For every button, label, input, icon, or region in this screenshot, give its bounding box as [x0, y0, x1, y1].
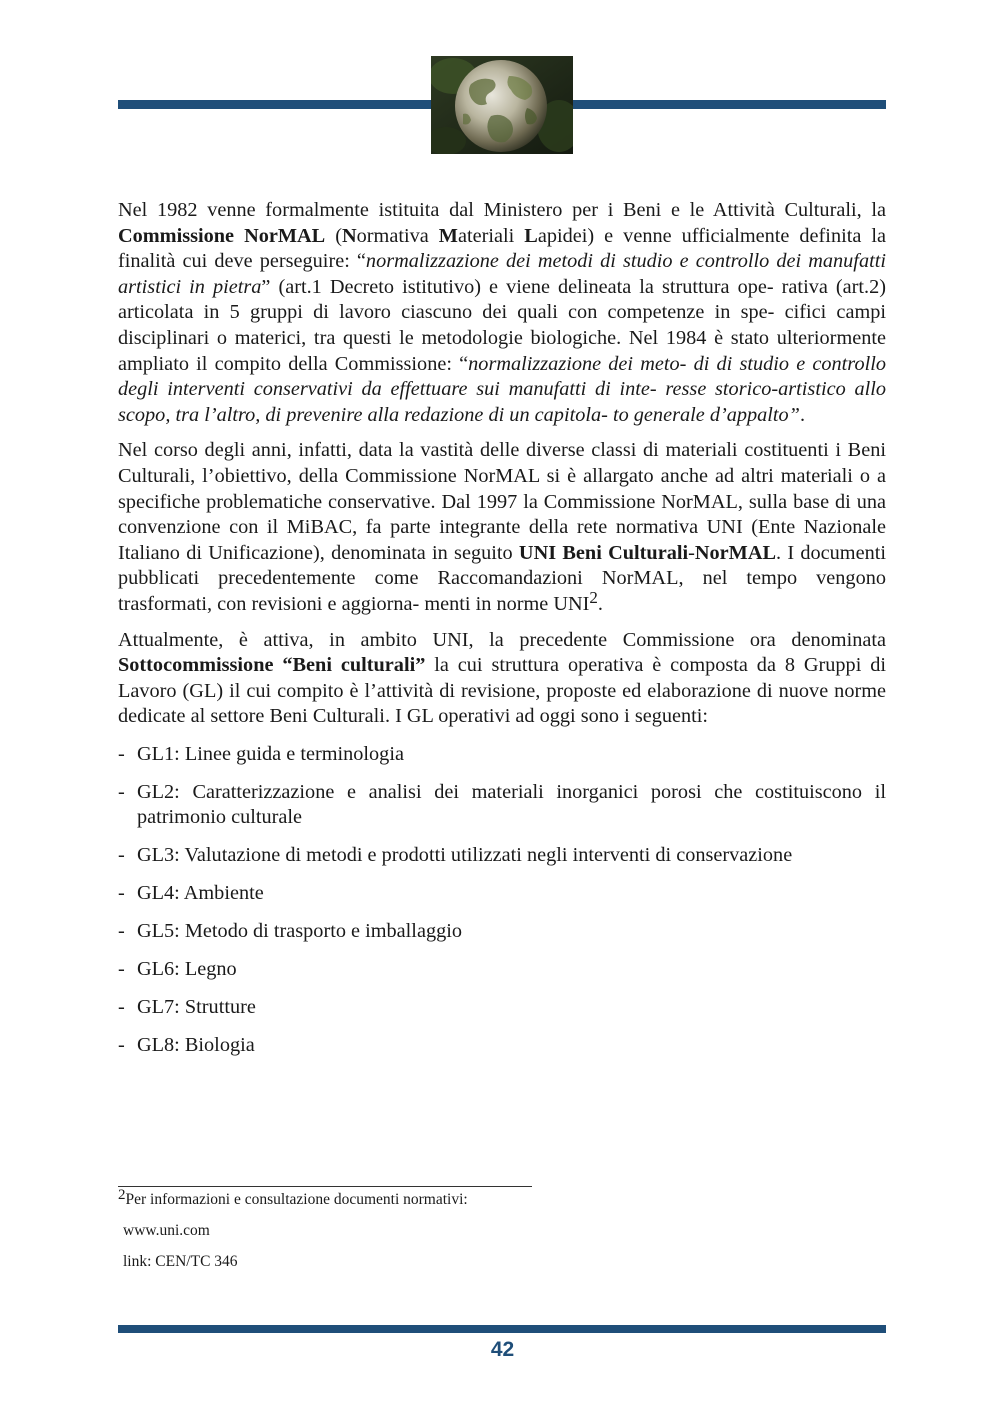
list-dash: -: [118, 957, 125, 980]
footnote-separator: [118, 1186, 532, 1187]
list-item-text: GL5: Metodo di trasporto e imballaggio: [137, 920, 463, 943]
main-text: [118, 198, 886, 1071]
footnote-number: 2: [118, 1187, 126, 1203]
bold-text: NorMAL: [694, 541, 776, 564]
list-item-text: GL3: Valutazione di metodi e prodotti utilizzati negli interventi di conservazione: [137, 844, 793, 867]
list-item: [118, 957, 886, 983]
list-item-text: GL6: Legno: [137, 957, 237, 980]
list-dash: -: [118, 780, 125, 803]
footnote-block: [118, 1187, 718, 1283]
bold-text: UNI Beni Culturali: [518, 541, 689, 564]
text-span: -: [688, 541, 695, 564]
bold-text: Sottocommissione “Beni culturali”: [118, 654, 426, 677]
list-item-text: GL7: Strutture: [137, 995, 256, 1018]
paragraph-2: [118, 438, 886, 617]
bold-text: N: [342, 224, 357, 247]
list-item: [118, 742, 886, 768]
list-item: [118, 843, 886, 869]
list-item-text: GL2: Caratterizzazione e analisi dei materiali inorganici porosi che costituiscono il patrimonio culturale: [137, 780, 886, 829]
list-dash: -: [118, 742, 125, 765]
text-span: . I documenti pubblicati precedentemente come Raccomandazioni NorMAL, nel tempo vengono trasformati, con revisioni e aggiorna- menti in norme UNI: [118, 541, 886, 615]
list-item-text: GL4: Ambiente: [137, 882, 264, 905]
bold-text: M: [438, 224, 458, 247]
footnote-reference[interactable]: 2: [589, 587, 598, 607]
footnote-link-cen: link: CEN/TC 346: [123, 1253, 238, 1270]
footnote-label: Per informazioni e consultazione documenti normativi:: [125, 1191, 468, 1208]
text-span: .: [597, 592, 603, 615]
text-span: Nel 1982 venne formalmente istituita dal Ministero per i Beni e le Attività Culturali, la: [118, 199, 886, 221]
page-number: 42: [490, 1338, 515, 1361]
text-span: Nel corso degli anni, infatti, data la vastità delle diverse classi di materiali costituenti i Beni Culturali, l’obiettivo, della Commissione NorMAL si è allargato anche ad altri materiali o a specifiche problematiche conservative. Dal 1997 la Commissione NorMAL, sulla base di una convenzione con il MiBAC, fa parte integrante della rete normativa UNI (Ente Nazionale Italiano di Unificazione), denominata in seguito: [118, 439, 886, 564]
text-span: apidei) e venne ufficialmente definita la finalità cui deve perseguire: “: [118, 224, 887, 273]
italic-quote: normalizzazione dei metodi di studio e controllo dei manufatti artistici in pietra: [118, 250, 886, 298]
text-span: (: [325, 224, 342, 247]
list-dash: -: [118, 844, 125, 867]
text-span: ” (art.1 Decreto istitutivo) e viene delineata la struttura ope- rativa (art.2) articolata in 5 gruppi di lavoro ciascuno dei quali con competenze in spe- cifici campi disciplinari o materici, tra questi le metodologie biologiche. Nel 1984 è stato ulteriormente ampliato il compito della Commissione: “: [118, 275, 886, 375]
footnote-link-uni[interactable]: www.uni.com: [123, 1222, 210, 1239]
footnote-text: [118, 1187, 718, 1210]
text-span: ormativa: [356, 224, 439, 247]
list-item-text: GL1: Linee guida e terminologia: [137, 742, 404, 765]
list-item: [118, 881, 886, 907]
list-item: [118, 1033, 886, 1059]
bold-text: Commissione NorMAL: [118, 224, 326, 247]
text-span: la cui struttura operativa è composta da 8 Gruppi di Lavoro (GL) il cui compito è l’attività di revisione, proposte ed elaborazione di nuove norme dedicate al settore Beni Culturali. I GL operativi ad oggi sono i seguenti:: [118, 654, 887, 728]
paragraph-1: [118, 198, 886, 428]
footer-rule: [118, 1325, 886, 1333]
bold-text: L: [524, 224, 538, 247]
list-dash: -: [118, 1033, 125, 1056]
list-dash: -: [118, 995, 125, 1018]
text-span: .: [799, 403, 806, 426]
list-dash: -: [118, 920, 125, 943]
header-globe-image: [431, 56, 573, 154]
italic-quote: normalizzazione dei meto- di di studio e controllo degli interventi conservativi da effettuare sui manufatti di inte- resse storico-artistico allo scopo, tra l’altro, di prevenire alla redazione di un capitola- to generale d’appalto”: [118, 352, 886, 426]
text-span: ateriali: [457, 224, 525, 247]
list-item-text: GL8: Biologia: [137, 1033, 255, 1056]
paragraph-3: [118, 628, 886, 730]
list-item: [118, 780, 886, 831]
list-dash: -: [118, 882, 125, 905]
text-span: Attualmente, è attiva, in ambito UNI, la precedente Commissione ora denominata: [118, 628, 886, 651]
gl-list: [118, 742, 886, 1058]
list-item: [118, 995, 886, 1021]
list-item: [118, 919, 886, 945]
